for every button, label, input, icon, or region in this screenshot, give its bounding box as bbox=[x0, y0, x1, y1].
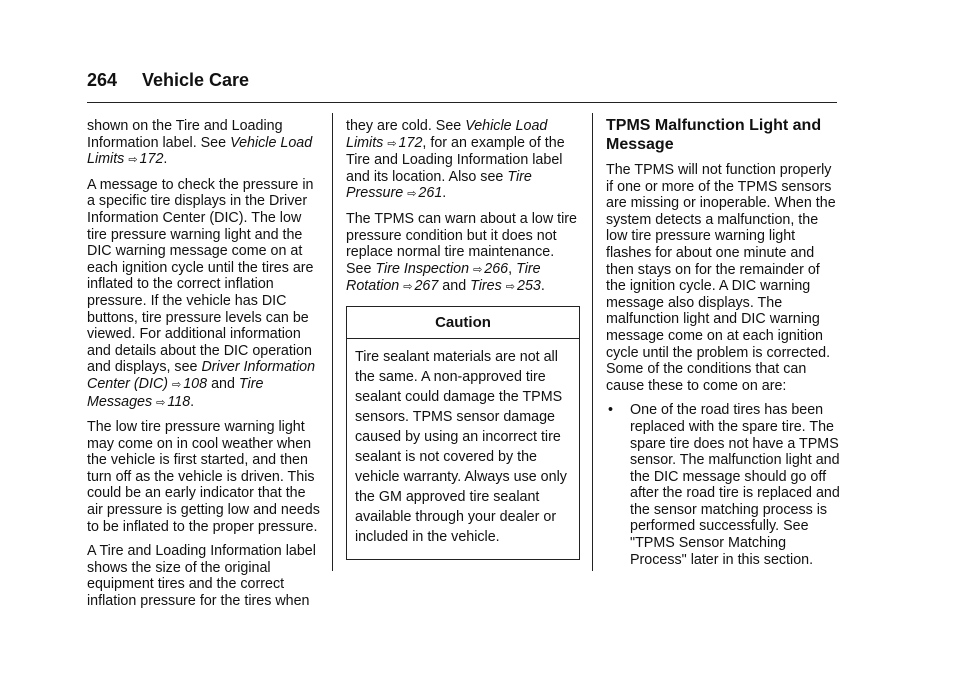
header-rule bbox=[87, 102, 837, 103]
cross-reference-link[interactable]: Driver Information Center (DIC) bbox=[87, 359, 316, 392]
caution-text: Tire sealant materials are not all the same. A non-approved tire sealant could damage the TPMS sensors. TPMS sensor damage caused by using an incorrect tire sealant is not covered by the vehicle warranty. Always use only the GM approved tire sealant available through your dealer or included in the vehicle. bbox=[355, 348, 567, 545]
page-number: 264 bbox=[87, 70, 118, 90]
bullet-icon: • bbox=[608, 402, 614, 419]
paragraph: A message to check the pressure in a specific tire displays in the Driver Information Center (DIC). The low tire pressure warning light and the DIC warning message come on at each ignition cycle until the tires are inflated to the correct inflation pressure. If the vehicle has DIC buttons, tire pressure levels can be viewed. For additional information and details about the DIC operation and displays, see Driver Information Center (DIC) ⇨ 108 and Tire Messages ⇨ 118. bbox=[87, 177, 323, 411]
column-divider-1 bbox=[332, 113, 333, 571]
cross-reference-link[interactable]: Tire Inspection bbox=[375, 260, 470, 277]
cross-reference-link[interactable]: Tire Pressure bbox=[346, 168, 532, 202]
cross-reference-link[interactable]: Vehicle Load Limits bbox=[346, 118, 548, 151]
page-reference[interactable]: ⇨ 172 bbox=[128, 151, 163, 167]
page-reference[interactable]: ⇨ 266 bbox=[473, 261, 508, 277]
list-item-text: One of the road tires has been replaced with the spare tire. The spare tire does not have a TPMS sensor. The malfunction light and the DIC message should go off after the road tire is replaced and the sensor matching process is performed successfully. See "TPMS Sensor Matching Process" later in this section. bbox=[630, 402, 840, 568]
page-reference[interactable]: ⇨ 108 bbox=[172, 376, 207, 392]
paragraph: shown on the Tire and Loading Information label. See Vehicle Load Limits ⇨ 172. bbox=[87, 118, 323, 169]
paragraph: The TPMS can warn about a low tire pressure condition but it does not replace normal tire maintenance. See Tire Inspection ⇨ 266, Tire Rotation ⇨ 267 and Tires ⇨ 253. bbox=[346, 211, 582, 296]
paragraph: The low tire pressure warning light may come on in cool weather when the vehicle is first started, and then turn off as the vehicle is driven. This could be an early indicator that the air pressure is getting low and needs to be inflated to the proper pressure. bbox=[87, 419, 320, 535]
paragraph: The TPMS will not function properly if one or more of the TPMS sensors are missing or inoperable. When the system detects a malfunction, the low tire pressure warning light flashes for about one minute and then stays on for the remainder of the ignition cycle. A DIC warning message also displays. The malfunction light and DIC warning message come on at each ignition cycle until the problem is corrected. Some of the conditions that can cause these to come on are: bbox=[606, 162, 836, 394]
page-reference[interactable]: ⇨ 118 bbox=[156, 394, 190, 410]
page-reference[interactable]: ⇨ 261 bbox=[407, 185, 442, 201]
list-item bbox=[606, 402, 841, 568]
column-2 bbox=[346, 118, 582, 560]
paragraph: they are cold. See Vehicle Load Limits ⇨ 172, for an example of the Tire and Loading Information label and its location. Also see Tire Pressure ⇨ 261. bbox=[346, 118, 582, 203]
cross-reference-link[interactable]: Vehicle Load Limits bbox=[87, 134, 313, 168]
section-heading: TPMS Malfunction Light and Message bbox=[606, 117, 822, 153]
page-header bbox=[87, 70, 837, 98]
cross-reference-link[interactable]: Tire Messages bbox=[87, 375, 264, 410]
cross-reference-link[interactable]: Tires bbox=[470, 278, 502, 295]
page-reference[interactable]: ⇨ 253 bbox=[506, 278, 541, 294]
page-reference[interactable]: ⇨ 172 bbox=[387, 135, 422, 151]
cross-reference-link[interactable]: Tire Rotation bbox=[346, 260, 541, 295]
paragraph: A Tire and Loading Information label shows the size of the original equipment tires and the correct inflation pressure for the tires when bbox=[87, 543, 316, 610]
column-divider-2 bbox=[592, 113, 593, 571]
page-reference[interactable]: ⇨ 267 bbox=[403, 278, 438, 294]
column-3 bbox=[606, 118, 841, 568]
column-1 bbox=[87, 118, 323, 618]
caution-title: Caution bbox=[347, 307, 579, 339]
caution-box bbox=[346, 306, 580, 560]
section-title: Vehicle Care bbox=[142, 70, 250, 90]
